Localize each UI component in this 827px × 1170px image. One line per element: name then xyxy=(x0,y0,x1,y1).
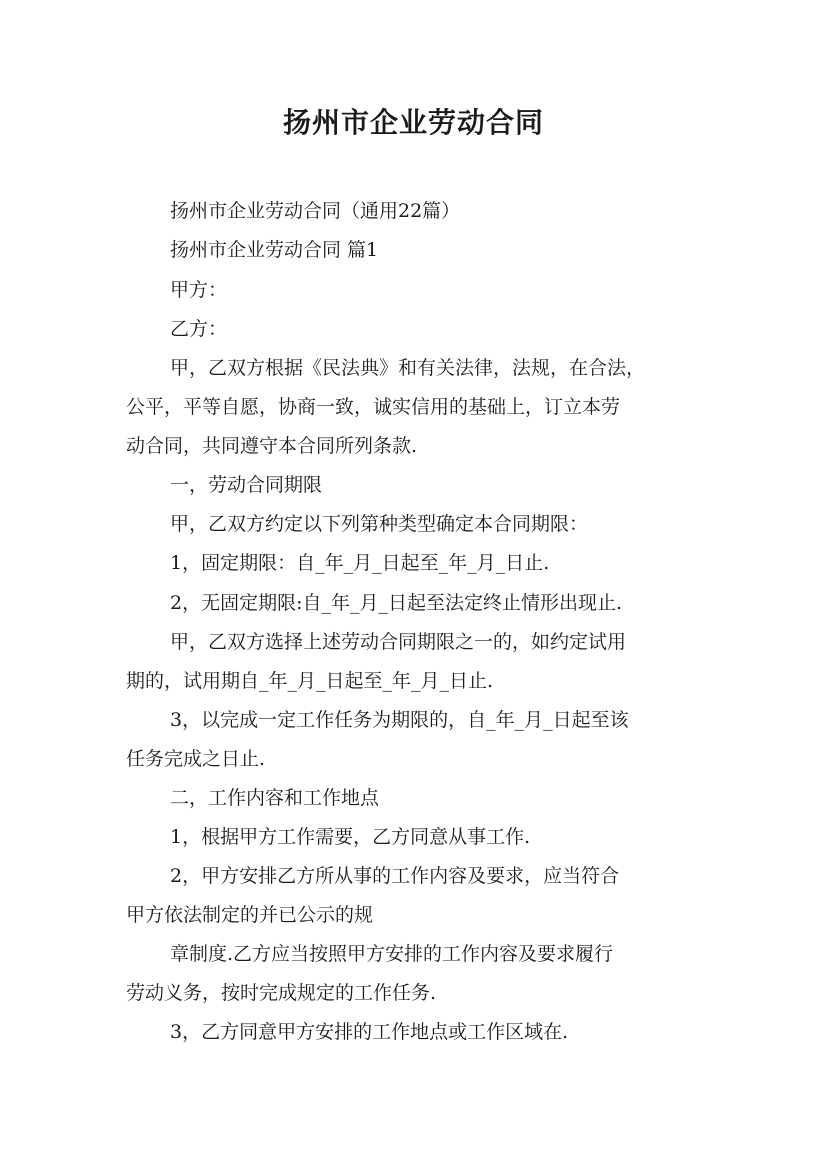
clause-heading: 二，工作内容和工作地点 xyxy=(170,787,380,809)
list-item: 1，根据甲方工作需要，乙方同意从事工作. xyxy=(170,826,531,848)
list-item: 2，无固定期限:自_年_月_日起至法定终止情形出现止. xyxy=(170,592,623,614)
list-item: 2，甲方安排乙方所从事的工作内容及要求，应当符合 xyxy=(170,865,620,887)
document-title: 扬州市企业劳动合同 xyxy=(282,106,544,139)
paragraph-line: 甲，乙双方根据《民法典》和有关法律，法规，在合法， xyxy=(170,357,646,379)
subtitle-line: 扬州市企业劳动合同（通用22篇） xyxy=(170,200,461,222)
paragraph-line: 劳动义务，按时完成规定的工作任务. xyxy=(126,982,437,1004)
paragraph-line: 期的，试用期自_年_月_日起至_年_月_日止. xyxy=(126,670,494,692)
paragraph-line: 甲，乙双方选择上述劳动合同期限之一的，如约定试用 xyxy=(170,631,627,653)
clause-heading: 一，劳动合同期限 xyxy=(170,474,323,496)
party-a-line: 甲方： xyxy=(170,279,228,301)
list-item: 3，以完成一定工作任务为期限的，自_年_月_日起至该 xyxy=(170,709,629,731)
list-item: 1，固定期限：自_年_月_日起至_年_月_日止. xyxy=(170,552,550,574)
paragraph-line: 章制度.乙方应当按照甲方安排的工作内容及要求履行 xyxy=(170,943,614,965)
paragraph-line: 动合同，共同遵守本合同所列条款. xyxy=(126,435,418,457)
party-b-line: 乙方： xyxy=(170,318,228,340)
paragraph-line: 公平，平等自愿，协商一致，诚实信用的基础上，订立本劳 xyxy=(126,396,621,418)
list-item: 3，乙方同意甲方安排的工作地点或工作区域在. xyxy=(170,1021,569,1043)
paragraph-line: 甲，乙双方约定以下列第种类型确定本合同期限： xyxy=(170,513,589,535)
section-heading: 扬州市企业劳动合同 篇1 xyxy=(170,239,379,261)
paragraph-line: 任务完成之日止. xyxy=(126,748,266,770)
paragraph-line: 甲方依法制定的并已公示的规 xyxy=(126,904,374,926)
